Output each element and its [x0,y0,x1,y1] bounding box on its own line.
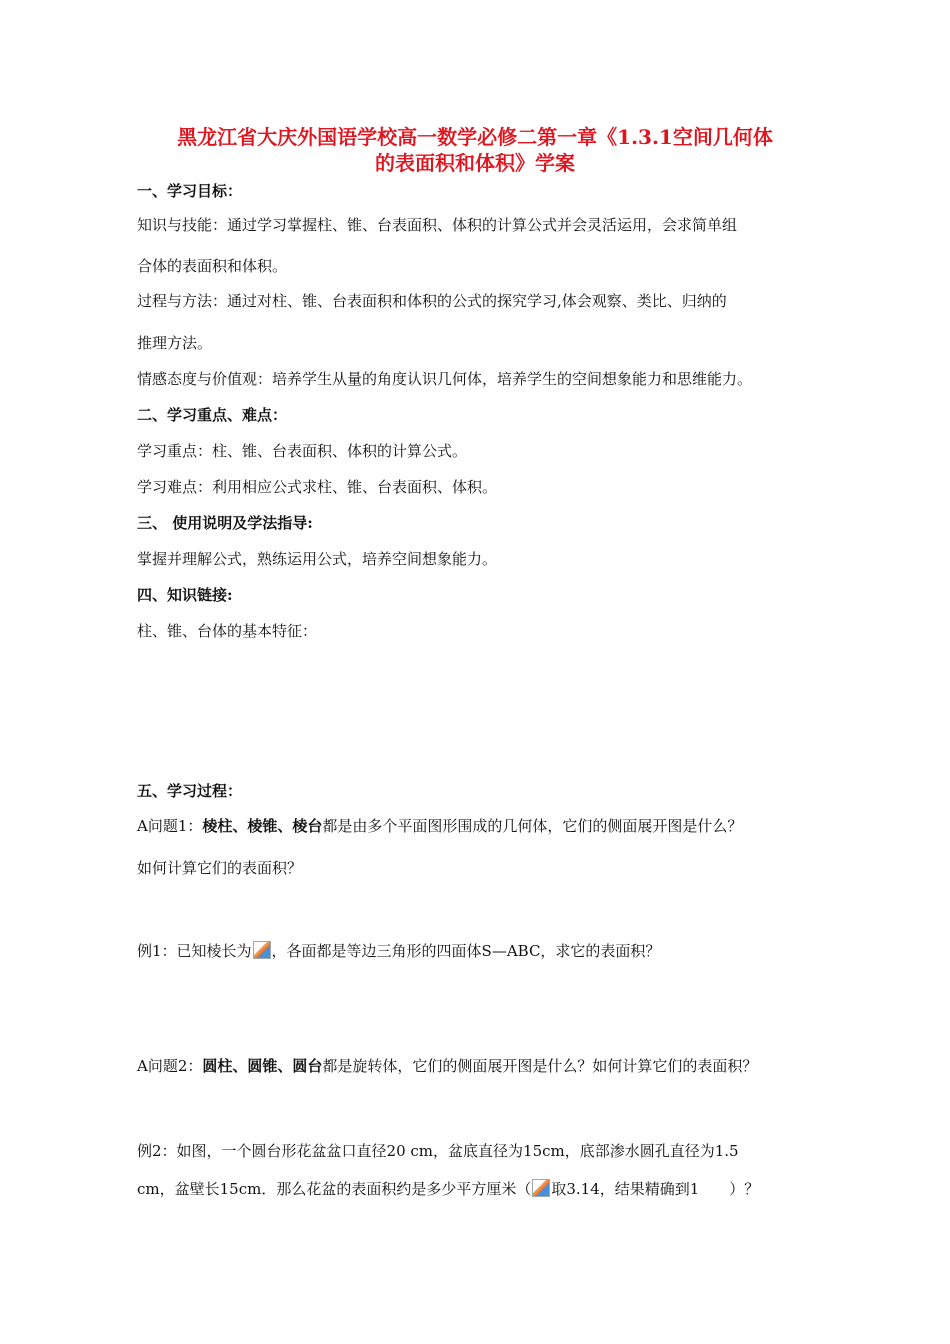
example-1 [137,940,837,961]
example-2-line-2-before: cm，盆壁长15cm．那么花盆的表面积约是多少平方厘米（ [137,1180,532,1198]
question-1-prefix: A问题1： [137,817,203,835]
key-point: 学习重点：柱、锥、台表面积、体积的计算公式。 [137,442,468,460]
document-title-line-1: 黑龙江省大庆外国语学校高一数学必修二第一章《1.3.1空间几何体 [177,125,773,149]
question-2 [137,1055,837,1076]
question-2-bold: 圆柱、圆锥、圆台 [202,1057,323,1075]
section-heading-knowledge-link: 四、知识链接: [137,586,233,604]
objective-knowledge-line-1: 知识与技能：通过学习掌握柱、锥、台表面积、体积的计算公式并会灵活运用，会求简单组 [137,216,738,234]
section-heading-objectives: 一、学习目标： [137,182,243,200]
question-1-line-2: 如何计算它们的表面积？ [137,859,303,877]
example-2-line-1: 例2：如图，一个圆台形花盆盆口直径20 cm，盆底直径为15cm，底部渗水圆孔直径为1.5 [137,1142,739,1160]
question-1-rest: 都是由多个平面图形围成的几何体，它们的侧面展开图是什么？ [322,817,743,835]
question-1-bold: 棱柱、棱锥、棱台 [202,817,323,835]
objective-process-line-1: 过程与方法：通过对柱、锥、台表面积和体积的公式的探究学习,体会观察、类比、归纳的 [137,292,727,310]
section-heading-process: 五、学习过程： [137,782,243,800]
section-heading-guide: 三、 使用说明及学法指导: [137,514,313,532]
objective-process-line-2: 推理方法。 [137,334,213,352]
example-1-before: 例1：已知棱长为 [137,942,252,960]
document-title-line-2: 的表面积和体积》学案 [375,151,575,175]
objective-emotion: 情感态度与价值观：培养学生从量的角度认识几何体，培养学生的空间想象能力和思维能力。 [137,370,753,388]
knowledge-link: 柱、锥、台体的基本特征： [137,622,318,640]
formula-image-icon [253,941,271,959]
pi-image-icon [532,1179,550,1197]
question-2-rest: 都是旋转体，它们的侧面展开图是什么？如何计算它们的表面积？ [322,1057,758,1075]
example-1-after: ，各面都是等边三角形的四面体S—ABC，求它的表面积？ [271,942,661,960]
difficulty-point: 学习难点：利用相应公式求柱、锥、台表面积、体积。 [137,478,498,496]
study-guide: 掌握并理解公式，熟练运用公式，培养空间想象能力。 [137,550,498,568]
example-2-line-2-after: 取3.14，结果精确到1 ）？ [551,1180,760,1198]
example-2-line-2 [137,1178,837,1199]
question-2-prefix: A问题2： [137,1057,203,1075]
section-heading-key-points: 二、学习重点、难点： [137,406,288,424]
question-1 [137,815,837,836]
objective-knowledge-line-2: 合体的表面积和体积。 [137,257,288,275]
